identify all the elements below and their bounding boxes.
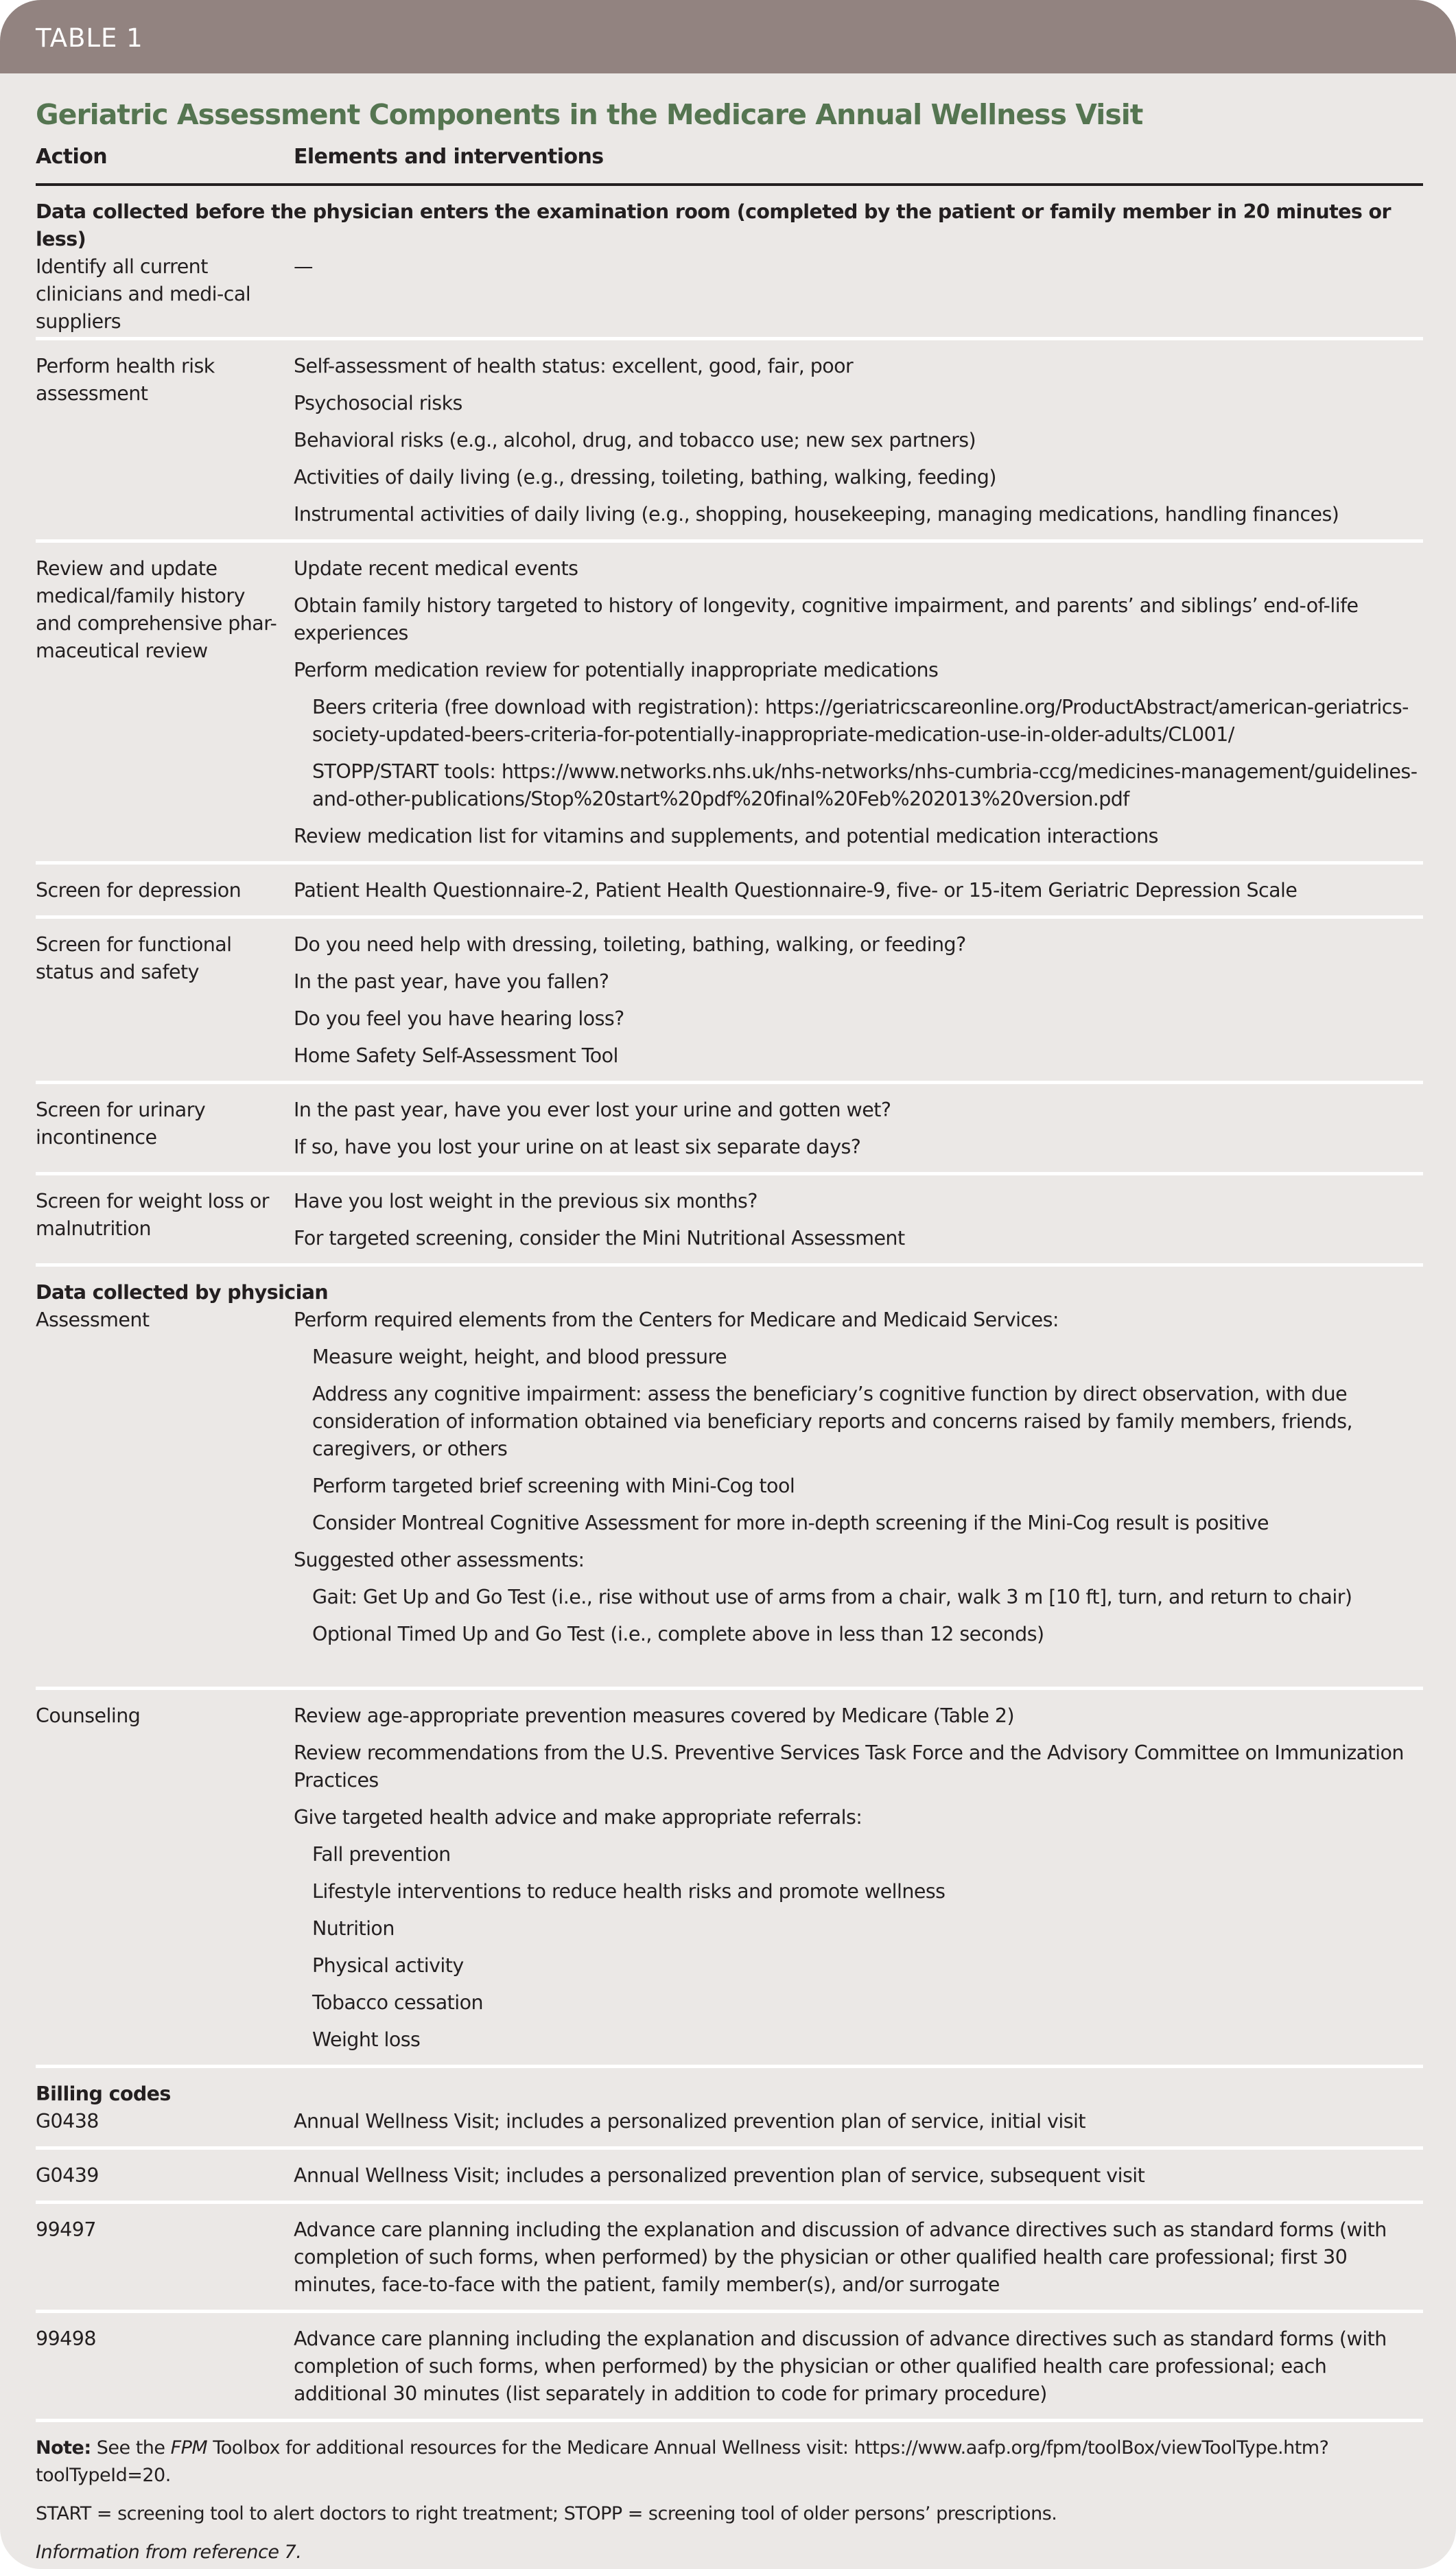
list-item: If so, have you lost your urine on at least six separate days? [294, 1136, 861, 1158]
action-cell: Counseling [36, 1704, 141, 1727]
sub-item: Physical activity [312, 1954, 464, 1977]
row-separator [36, 2310, 1423, 2313]
table-row [36, 2216, 1423, 2308]
table-row [36, 877, 1423, 914]
sub-item: Measure weight, height, and blood pressure [312, 1346, 727, 1368]
column-header-action: Action [36, 145, 107, 169]
sub-item: Gait: Get Up and Go Test (i.e., rise without use of arms from a chair, walk 3 m [10 ft], turn, and return to chair) [312, 1586, 1352, 1608]
section-heading: Data collected before the physician enters the examination room (completed by the patient or family member in 20 minutes or less) [36, 200, 1391, 250]
table-row [36, 1188, 1423, 1262]
section-heading: Billing codes [36, 2083, 171, 2105]
list-item: Give targeted health advice and make appropriate referrals: [294, 1806, 862, 1829]
sub-item: Beers criteria (free download with registration): https://geriatricscareonline.org/ProductAbstract/american-geriatrics-society-updated-beers-criteria-for-potentially-inappropriate-medication-use-in-older-adults/CL001/ [312, 696, 1409, 746]
list-item: Annual Wellness Visit; includes a personalized prevention plan of service, initial visit [294, 2110, 1086, 2133]
elements-cell [294, 1188, 1423, 1262]
list-item: Instrumental activities of daily living (e.g., shopping, housekeeping, managing medications, handling finances) [294, 503, 1339, 526]
list-item: Review medication list for vitamins and supplements, and potential medication interactions [294, 825, 1158, 847]
action-cell: Screen for functional status and safety [36, 933, 232, 983]
action-cell: G0439 [36, 2164, 99, 2187]
list-item: Review age-appropriate prevention measures covered by Medicare (Table 2) [294, 1704, 1015, 1727]
row-separator [36, 1172, 1423, 1175]
action-cell: 99498 [36, 2327, 96, 2350]
table-number-label: TABLE 1 [36, 23, 143, 53]
row-separator [36, 2065, 1423, 2068]
list-item: Behavioral risks (e.g., alcohol, drug, and tobacco use; new sex partners) [294, 429, 976, 451]
list-item: Patient Health Questionnaire-2, Patient Health Questionnaire-9, five- or 15-item Geriatric Depression Scale [294, 879, 1298, 902]
row-separator [36, 861, 1423, 865]
action-cell: 99497 [36, 2218, 96, 2241]
list-item: For targeted screening, consider the Mini Nutritional Assessment [294, 1227, 905, 1250]
list-item: Have you lost weight in the previous six months? [294, 1190, 758, 1212]
list-item: Do you feel you have hearing loss? [294, 1007, 624, 1030]
row-separator [36, 2146, 1423, 2150]
table-row [36, 2162, 1423, 2199]
action-cell: G0438 [36, 2110, 99, 2133]
table-content [0, 94, 1456, 2566]
list-item: Obtain family history targeted to history of longevity, cognitive impairment, and parents’ and siblings’ end-of-life experiences [294, 594, 1359, 644]
elements-cell [294, 1306, 1423, 1685]
table-row [36, 1306, 1423, 1685]
abbreviations-note: START = screening tool to alert doctors to right treatment; STOPP = screening tool of older persons’ prescriptions. [36, 2503, 1057, 2524]
table-header-bar [0, 0, 1456, 73]
note-fpm: FPM [170, 2437, 208, 2459]
action-cell: Screen for depression [36, 879, 242, 902]
elements-cell [294, 2162, 1423, 2199]
sub-item: Tobacco cessation [312, 1991, 484, 2014]
sub-item: STOPP/START tools: https://www.networks.nhs.uk/nhs-networks/nhs-cumbria-ccg/medicines-management/guidelines-and-other-publications/Stop%20start%20pdf%20final%20Feb%202013%20version.pdf [312, 760, 1418, 810]
action-cell: Identify all current clinicians and medi-cal suppliers [36, 255, 251, 333]
list-item: Suggested other assessments: [294, 1549, 585, 1571]
list-item: Update recent medical events [294, 557, 578, 580]
sub-item: Perform targeted brief screening with Mini-Cog tool [312, 1475, 795, 1497]
sub-item: Optional Timed Up and Go Test (i.e., complete above in less than 12 seconds) [312, 1623, 1044, 1645]
elements-cell [294, 555, 1423, 860]
sub-item: Consider Montreal Cognitive Assessment for more in-depth screening if the Mini-Cog result is positive [312, 1512, 1269, 1534]
list-item: Advance care planning including the explanation and discussion of advance directives such as standard forms (with completion of such forms, when performed) by the physician or other qualified health care professional; first 30 minutes, face-to-face with the patient, family member(s), and/or surrogate [294, 2218, 1387, 2296]
row-separator [36, 915, 1423, 919]
sub-item: Weight loss [312, 2028, 421, 2051]
note-paragraph [36, 2435, 1423, 2489]
list-item: In the past year, have you ever lost your urine and gotten wet? [294, 1099, 891, 1121]
sub-item: Fall prevention [312, 1843, 451, 1866]
action-cell: Review and update medical/family history and comprehensive phar-maceutical review [36, 557, 277, 662]
action-cell: Perform health risk assessment [36, 355, 215, 405]
elements-cell [294, 931, 1423, 1079]
table-row [36, 353, 1423, 538]
column-headers [36, 141, 1423, 174]
list-item: Annual Wellness Visit; includes a personalized prevention plan of service, subsequent visit [294, 2164, 1145, 2187]
table-notes [36, 2435, 1423, 2566]
note-prefix: See the [91, 2437, 171, 2459]
row-separator [36, 2201, 1423, 2204]
note-label: Note: [36, 2437, 91, 2459]
header-rule [36, 183, 1423, 186]
section-heading: Data collected by physician [36, 1281, 329, 1304]
elements-cell [294, 353, 1423, 538]
row-separator [36, 1687, 1423, 1690]
action-cell: Assessment [36, 1309, 150, 1331]
elements-cell [294, 2216, 1423, 2308]
table-row [36, 931, 1423, 1079]
row-spacer [294, 1658, 1423, 1685]
action-cell: Screen for weight loss or malnutrition [36, 1190, 269, 1240]
list-item: Advance care planning including the explanation and discussion of advance directives such as standard forms (with completion of such forms, when performed) by the physician or other qualified health care professional; each additional 30 minutes (list separately in addition to code for primary procedure) [294, 2327, 1387, 2405]
list-item: Activities of daily living (e.g., dressing, toileting, bathing, walking, feeding) [294, 466, 996, 489]
table-body [36, 198, 1423, 2422]
sub-item: Nutrition [312, 1917, 395, 1940]
row-separator [36, 2419, 1423, 2422]
note-text: Toolbox for additional resources for the Medicare Annual Wellness visit: https://www.aafp.org/fpm/toolBox/viewToolType.htm?toolTypeId=20. [36, 2437, 1329, 2486]
table-row [36, 253, 1423, 336]
row-separator [36, 1263, 1423, 1267]
table-row [36, 2325, 1423, 2417]
row-separator [36, 1081, 1423, 1084]
list-item: Psychosocial risks [294, 392, 462, 414]
column-header-elements: Elements and interventions [294, 145, 604, 169]
list-item: — [294, 255, 313, 278]
elements-cell [294, 2108, 1423, 2145]
table-row [36, 555, 1423, 860]
table-row [36, 2108, 1423, 2145]
elements-cell [294, 877, 1423, 914]
list-item: Perform required elements from the Centers for Medicare and Medicaid Services: [294, 1309, 1059, 1331]
sub-item: Lifestyle interventions to reduce health risks and promote wellness [312, 1880, 946, 1903]
row-separator [36, 337, 1423, 340]
elements-cell [294, 2325, 1423, 2417]
list-item: Home Safety Self-Assessment Tool [294, 1044, 618, 1067]
action-cell: Screen for urinary incontinence [36, 1099, 206, 1149]
list-item: Do you need help with dressing, toileting, bathing, walking, or feeding? [294, 933, 966, 956]
table-title: Geriatric Assessment Components in the Medicare Annual Wellness Visit [36, 98, 1143, 131]
list-item: Self-assessment of health status: excellent, good, fair, poor [294, 355, 854, 377]
sub-item: Address any cognitive impairment: assess the beneficiary’s cognitive function by direct observation, with due consideration of information obtained via beneficiary reports and concerns raised by family members, friends, caregivers, or others [312, 1383, 1353, 1460]
elements-cell [294, 253, 1423, 336]
list-item: Perform medication review for potentially inappropriate medications [294, 659, 939, 681]
source-note: Information from reference 7. [36, 2542, 302, 2563]
elements-cell [294, 1702, 1423, 2063]
list-item: In the past year, have you fallen? [294, 970, 609, 993]
table-row [36, 1702, 1423, 2063]
row-separator [36, 539, 1423, 543]
elements-cell [294, 1096, 1423, 1171]
list-item: Review recommendations from the U.S. Preventive Services Task Force and the Advisory Committee on Immunization Practices [294, 1741, 1404, 1792]
table-row [36, 1096, 1423, 1171]
